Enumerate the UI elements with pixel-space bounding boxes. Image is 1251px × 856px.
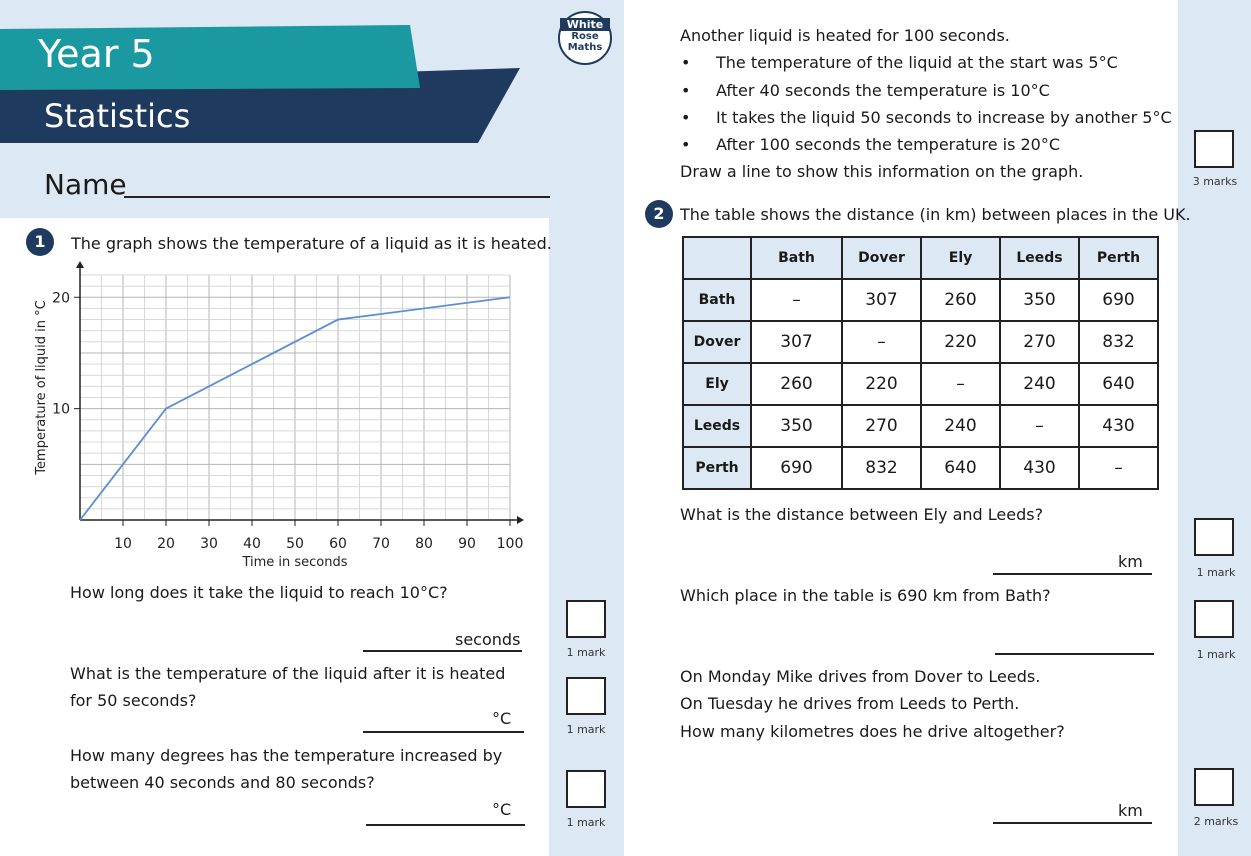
table-cell: 350 — [1000, 279, 1079, 321]
x-tick-label: 60 — [329, 536, 347, 552]
question-2-number: 2 — [645, 200, 673, 228]
table-cell: 270 — [1000, 321, 1079, 363]
table-cell: 260 — [751, 363, 842, 405]
question-1c-mark-box — [566, 770, 606, 808]
question-1b-unit: °C — [492, 709, 512, 728]
bullet-4-text: After 100 seconds the temperature is 20°C — [716, 135, 1061, 154]
x-tick-label: 40 — [243, 536, 261, 552]
table-cell: 430 — [1000, 447, 1079, 489]
question-2c-marks: 2 marks — [1193, 815, 1239, 828]
table-cell: 240 — [1000, 363, 1079, 405]
table-row — [683, 321, 1158, 363]
bullet-2-text: After 40 seconds the temperature is 10°C — [716, 81, 1050, 100]
row-header: Perth — [683, 447, 751, 489]
table-cell: 220 — [842, 363, 921, 405]
table-cell: – — [1079, 447, 1158, 489]
table-cell: 307 — [751, 321, 842, 363]
question-1c-unit: °C — [492, 800, 512, 819]
question-2a-mark-box — [1194, 518, 1234, 556]
table-row — [683, 363, 1158, 405]
question-2a-answer-line[interactable] — [993, 573, 1152, 575]
extra-intro: Another liquid is heated for 100 seconds. — [680, 26, 1010, 45]
question-2c-answer-line[interactable] — [993, 822, 1152, 824]
question-1b-marks: 1 mark — [566, 723, 606, 736]
y-axis-arrow — [76, 261, 84, 268]
question-1a-text: How long does it take the liquid to reach 10°C? — [70, 583, 448, 602]
bullet-1-dot: • — [681, 53, 691, 72]
table-row — [683, 405, 1158, 447]
table-cell: 260 — [921, 279, 1000, 321]
name-line[interactable] — [124, 196, 550, 198]
right-margin-panel — [1178, 0, 1251, 856]
question-1c-text-line2: between 40 seconds and 80 seconds? — [70, 773, 375, 792]
table-cell: 640 — [921, 447, 1000, 489]
question-1b-text-line2: for 50 seconds? — [70, 691, 197, 710]
table-cell: 270 — [842, 405, 921, 447]
white-rose-maths-logo — [558, 11, 612, 65]
column-header: Dover — [842, 237, 921, 279]
table-cell: – — [842, 321, 921, 363]
row-header: Bath — [683, 279, 751, 321]
question-2b-marks: 1 mark — [1196, 648, 1236, 661]
table-cell: 690 — [751, 447, 842, 489]
column-header: Bath — [751, 237, 842, 279]
x-tick-label: 30 — [200, 536, 218, 552]
table-cell: 832 — [1079, 321, 1158, 363]
bullet-3-dot: • — [681, 108, 691, 127]
left-margin-panel — [549, 218, 624, 856]
y-tick-label: 20 — [52, 290, 70, 307]
extra-mark-box — [1194, 130, 1234, 168]
question-2b-answer-line[interactable] — [995, 653, 1154, 655]
question-1a-unit: seconds — [455, 630, 521, 649]
name-label: Name — [44, 168, 127, 201]
x-tick-label: 10 — [114, 536, 132, 552]
bullet-1-text: The temperature of the liquid at the start was 5°C — [716, 53, 1118, 72]
question-2b-mark-box — [1194, 600, 1234, 638]
question-2c-line1: On Monday Mike drives from Dover to Leeds. — [680, 667, 1041, 686]
bullet-3-text: It takes the liquid 50 seconds to increase by another 5°C — [716, 108, 1172, 127]
question-2c-unit: km — [1118, 801, 1143, 820]
table-cell: – — [751, 279, 842, 321]
row-header: Ely — [683, 363, 751, 405]
question-1c-marks: 1 mark — [566, 816, 606, 829]
question-2a-unit: km — [1118, 552, 1143, 571]
bullet-2-dot: • — [681, 81, 691, 100]
logo-line3: Maths — [567, 42, 603, 53]
row-header: Leeds — [683, 405, 751, 447]
table-cell: 240 — [921, 405, 1000, 447]
question-1b-answer-line[interactable] — [363, 731, 524, 733]
question-2c-mark-box — [1194, 768, 1234, 806]
table-cell: 350 — [751, 405, 842, 447]
temperature-line-graph — [30, 255, 540, 575]
question-2a-marks: 1 mark — [1196, 566, 1236, 579]
table-cell: – — [1000, 405, 1079, 447]
question-1b-text-line1: What is the temperature of the liquid after it is heated — [70, 664, 506, 683]
table-cell: 307 — [842, 279, 921, 321]
x-tick-label: 90 — [458, 536, 476, 552]
y-axis-label: Temperature of liquid in °C — [34, 300, 49, 475]
bullet-4-dot: • — [681, 135, 691, 154]
table-corner-cell — [683, 237, 751, 279]
x-axis-label: Time in seconds — [242, 555, 348, 570]
x-tick-label: 100 — [496, 536, 524, 552]
question-1a-marks: 1 mark — [566, 646, 606, 659]
x-axis-arrow — [517, 516, 524, 524]
column-header: Perth — [1079, 237, 1158, 279]
column-header: Ely — [921, 237, 1000, 279]
question-2a-text: What is the distance between Ely and Leeds? — [680, 505, 1044, 524]
table-cell: 220 — [921, 321, 1000, 363]
column-header: Leeds — [1000, 237, 1079, 279]
question-1a-answer-line[interactable] — [363, 650, 522, 652]
topic-title: Statistics — [44, 97, 191, 135]
extra-marks: 3 marks — [1192, 175, 1238, 188]
table-cell: 430 — [1079, 405, 1158, 447]
table-cell: – — [921, 363, 1000, 405]
question-1-number: 1 — [26, 228, 54, 256]
x-tick-label: 70 — [372, 536, 390, 552]
table-row — [683, 279, 1158, 321]
table-header-row — [683, 237, 1158, 279]
question-1-intro: The graph shows the temperature of a liquid as it is heated. — [71, 234, 552, 253]
table-cell: 640 — [1079, 363, 1158, 405]
question-2b-text: Which place in the table is 690 km from Bath? — [680, 586, 1051, 605]
table-cell: 690 — [1079, 279, 1158, 321]
logo-line1: White — [560, 18, 610, 31]
x-tick-label: 20 — [157, 536, 175, 552]
question-2-intro: The table shows the distance (in km) between places in the UK. — [680, 205, 1191, 224]
y-tick-label: 10 — [52, 401, 70, 418]
extra-instruction: Draw a line to show this information on the graph. — [680, 162, 1084, 181]
question-1c-answer-line[interactable] — [366, 824, 525, 826]
table-cell: 832 — [842, 447, 921, 489]
logo-line2: Rose — [571, 31, 599, 42]
question-1b-mark-box — [566, 677, 606, 715]
x-tick-label: 50 — [286, 536, 304, 552]
distance-table — [682, 236, 1159, 490]
question-1a-mark-box — [566, 600, 606, 638]
question-2c-line2: On Tuesday he drives from Leeds to Perth. — [680, 694, 1020, 713]
question-2c-line3: How many kilometres does he drive altogether? — [680, 722, 1065, 741]
row-header: Dover — [683, 321, 751, 363]
table-row — [683, 447, 1158, 489]
year-title: Year 5 — [38, 32, 155, 76]
question-1c-text-line1: How many degrees has the temperature increased by — [70, 746, 503, 765]
x-tick-label: 80 — [415, 536, 433, 552]
